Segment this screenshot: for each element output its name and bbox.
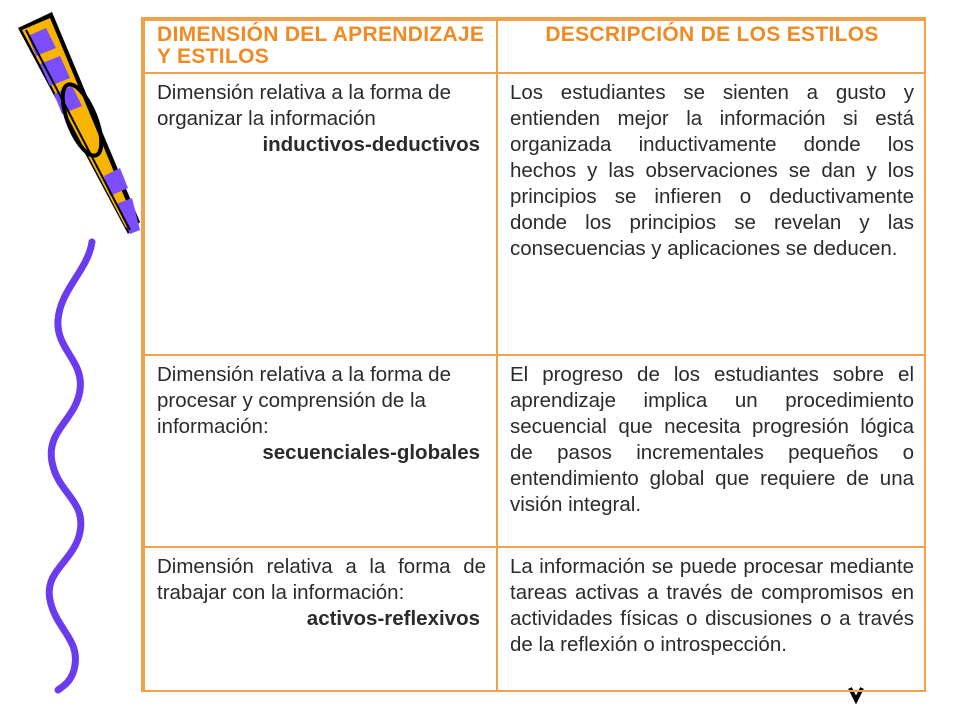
dimension-cell xyxy=(144,547,497,691)
style-name: secuenciales-globales xyxy=(262,441,480,464)
description-cell: La información se puede procesar mediante tareas activas a través de compromisos en actividades físicas o discusiones o a través de la reflexión o introspección. xyxy=(497,547,925,691)
header-description: DESCRIPCIÓN DE LOS ESTILOS xyxy=(497,20,925,73)
learning-styles-table xyxy=(141,17,926,692)
table-row xyxy=(144,73,925,355)
style-name: activos-reflexivos xyxy=(306,607,480,630)
table-row xyxy=(144,355,925,547)
style-name: inductivos-deductivos xyxy=(262,133,480,156)
description-cell: Los estudiantes se sienten a gusto y entienden mejor la información si está organizada inductivamente donde los hechos y las observaciones se dan y los principios se infieren o deductivamente donde los principios se revelan y las consecuencias y aplicaciones se deducen. xyxy=(497,73,925,355)
dimension-text: Dimensión relativa a la forma de procesar y comprensión de la información: xyxy=(157,363,451,438)
header-dimension: DIMENSIÓN DEL APRENDIZAJE Y ESTILOS xyxy=(144,20,497,73)
description-cell: El progreso de los estudiantes sobre el aprendizaje implica un procedimiento secuencial que necesita progresión lógica de pasos incrementales pequeños o entendimiento global que requiere de una visión integral. xyxy=(497,355,925,547)
dimension-text: Dimensión relativa a la forma de organizar la información xyxy=(157,81,451,130)
dimension-cell xyxy=(144,73,497,355)
table-header-row xyxy=(144,20,925,73)
table-row xyxy=(144,547,925,691)
dimension-cell xyxy=(144,355,497,547)
pencil-icon xyxy=(18,12,140,234)
dimension-text: Dimensión relativa a la forma de trabajar con la información: xyxy=(157,555,486,604)
squiggle-line xyxy=(49,242,92,690)
